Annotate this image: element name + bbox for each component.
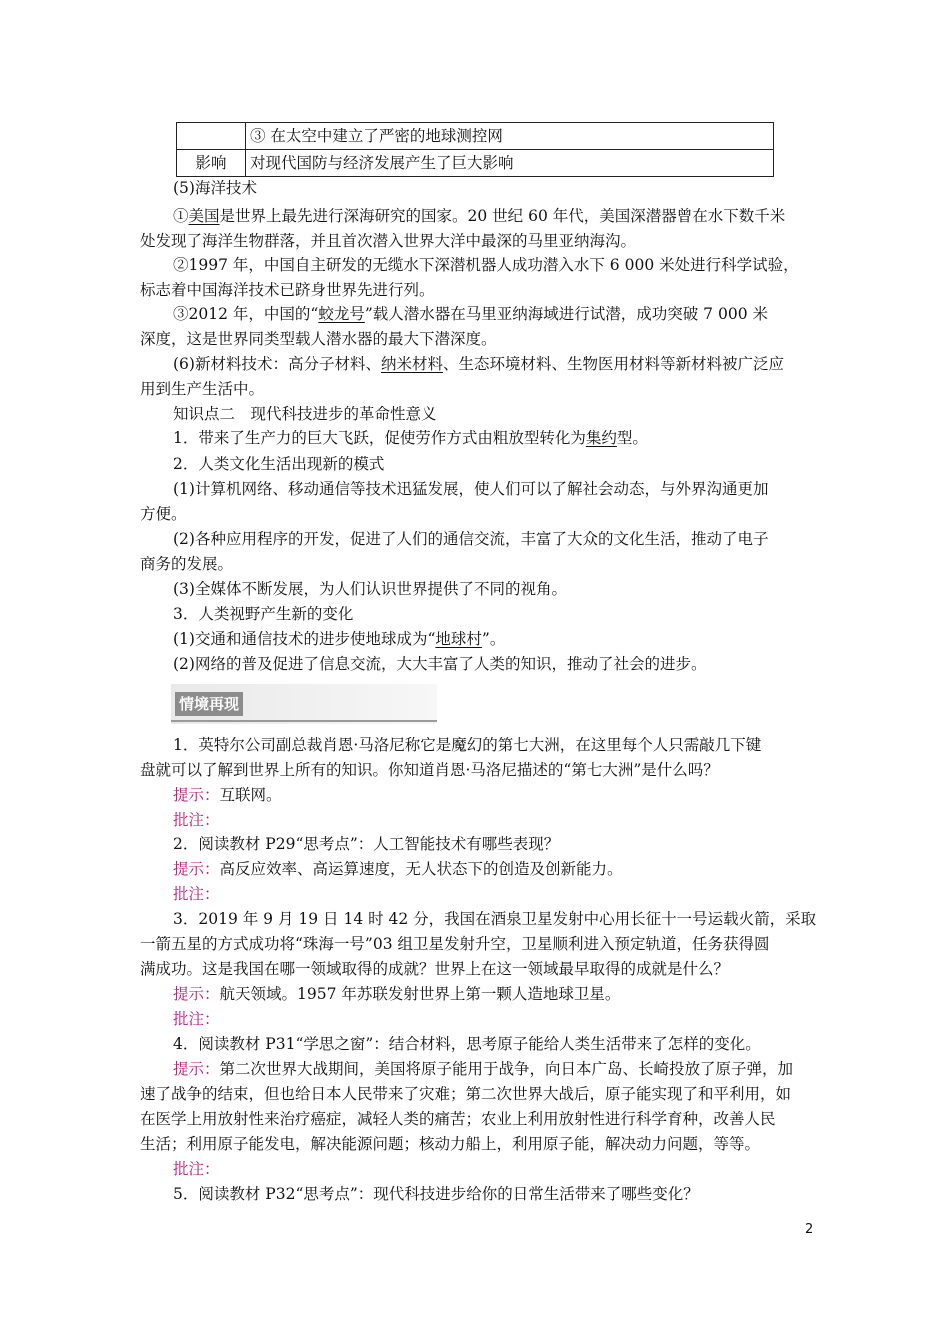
ocean-p2-line1: ②1997 年，中国自主研发的无缆水下深潜机器人成功潜入水下 6 000 米处进行科学试验，	[173, 256, 799, 274]
q3-line1: 3．2019 年 9 月 19 日 14 时 42 分，我国在酒泉卫星发射中心用长征十一号运载火箭，采取	[173, 910, 817, 928]
material-line2: 用到生产生活中。	[140, 380, 265, 398]
banner-label: 情境再现	[175, 692, 243, 716]
ocean-p1-line2: 处发现了海洋生物群落，并且首次潜入世界大洋中最深的马里亚纳海沟。	[140, 232, 637, 250]
q3-line2: 一箭五星的方式成功将“珠海一号”03 组卫星发射升空，卫星顺利进入预定轨道，任务获得圆	[140, 935, 770, 953]
hint-label: 提示：	[173, 985, 220, 1003]
q1-hint	[173, 783, 815, 808]
material-line1	[173, 352, 848, 377]
q3-hint	[173, 982, 815, 1007]
hint-label: 提示：	[173, 786, 220, 804]
q2-note-label: 批注：	[173, 885, 220, 903]
k2-item2: 2．人类文化生活出现新的模式	[173, 455, 385, 473]
text: 是世界上最先进行深海研究的国家。20 世纪 60 年代，美国深潜器曾在水下数千米	[219, 207, 786, 225]
k2-sub3: (3)全媒体不断发展，为人们认识世界提供了不同的视角。	[173, 580, 567, 598]
q4-hint-line1	[173, 1057, 848, 1082]
table-cell-text: 对现代国防与经济发展产生了巨大影响	[246, 150, 774, 177]
k2-sub1-line2: 方便。	[140, 505, 187, 523]
table-row	[177, 150, 774, 177]
k2-sub2-line2: 商务的发展。	[140, 555, 234, 573]
text: 型。	[616, 429, 648, 447]
q2-hint	[173, 857, 815, 882]
text: ”载人潜水器在马里亚纳海域进行试潜，成功突破 7 000 米	[364, 305, 768, 323]
q5-line1: 5．阅读教材 P32“思考点”：现代科技进步给你的日常生活带来了哪些变化？	[173, 1185, 699, 1203]
k2-sub1-line1: (1)计算机网络、移动通信等技术迅猛发展，使人们可以了解社会动态，与外界沟通更加	[173, 480, 769, 498]
k2-sub4	[173, 627, 815, 652]
ocean-p3-line2: 深度，这是世界同类型载人潜水器的最大下潜深度。	[140, 330, 497, 348]
q4-line1: 4．阅读教材 P31“学思之窗”：结合材料，思考原子能给人类生活带来了怎样的变化。	[173, 1035, 761, 1053]
term-nano: 纳米材料	[380, 355, 443, 373]
term-jiyue: 集约	[585, 429, 617, 447]
marker: ①	[173, 207, 189, 225]
q4-hint-line2: 速了战争的结束，但也给日本人民带来了灾难；第二次世界大战后，原子能实现了和平利用，如	[140, 1085, 792, 1103]
q1-note-label: 批注：	[173, 811, 220, 829]
q3-note-label: 批注：	[173, 1010, 220, 1028]
q4-note-label: 批注：	[173, 1160, 220, 1178]
ocean-heading: (5)海洋技术	[173, 179, 257, 197]
table-cell-label	[177, 123, 246, 150]
q3-line3: 满成功。这是我国在哪一领域取得的成就？世界上在这一领域最早取得的成就是什么？	[140, 960, 730, 978]
k2-sub5: (2)网络的普及促进了信息交流，大大丰富了人类的知识，推动了社会的进步。	[173, 655, 707, 673]
text: 、生态环境材料、生物医用材料等新材料被广泛应	[442, 355, 784, 373]
hint-text: 航天领域。1957 年苏联发射世界上第一颗人造地球卫星。	[219, 985, 621, 1003]
k2-item3: 3．人类视野产生新的变化	[173, 605, 354, 623]
term-usa: 美国	[188, 207, 220, 225]
text: (1)交通和通信技术的进步使地球成为“	[173, 630, 436, 648]
hint-label: 提示：	[173, 860, 220, 878]
ocean-p2-line2: 标志着中国海洋技术已跻身世界先进行列。	[140, 281, 435, 299]
q4-hint-line4: 生活；利用原子能发电，解决能源问题；核动力船上，利用原子能，解决动力问题，等等。	[140, 1135, 761, 1153]
hint-label: 提示：	[173, 1060, 220, 1078]
q1-line1: 1．英特尔公司副总裁肖恩·马洛尼称它是魔幻的第七大洲，在这里每个人只需敲几下键	[173, 736, 762, 754]
hint-text: 高反应效率、高运算速度，无人状态下的创造及创新能力。	[219, 860, 623, 878]
q2-line1: 2．阅读教材 P29“思考点”：人工智能技术有哪些表现？	[173, 835, 560, 853]
info-table	[176, 122, 774, 177]
page-number: 2	[805, 1222, 814, 1237]
table-cell-text: ③ 在太空中建立了严密的地球测控网	[246, 123, 774, 150]
hint-text: 第二次世界大战期间，美国将原子能用于战争，向日本广岛、长崎投放了原子弹，加	[219, 1060, 794, 1078]
section-banner	[171, 684, 437, 724]
q4-hint-line3: 在医学上用放射性来治疗癌症，减轻人类的痛苦；农业上利用放射性进行科学育种，改善人民	[140, 1110, 776, 1128]
k2-sub2-line1: (2)各种应用程序的开发，促进了人们的通信交流，丰富了大众的文化生活，推动了电子	[173, 530, 769, 548]
text: (6)新材料技术：高分子材料、	[173, 355, 381, 373]
term-global-village: 地球村	[435, 630, 482, 648]
q1-line2: 盘就可以了解到世界上所有的知识。你知道肖恩·马洛尼描述的“第七大洲”是什么吗？	[140, 761, 719, 779]
text: ③2012 年，中国的“	[173, 305, 319, 323]
ocean-p1-line1	[173, 204, 848, 229]
text: 1．带来了生产力的巨大飞跃，促使劳作方式由粗放型转化为	[173, 429, 586, 447]
hint-text: 互联网。	[219, 786, 282, 804]
term-jiaolong: 蛟龙号	[318, 305, 365, 323]
ocean-p3-line1	[173, 302, 848, 327]
section-title: 知识点二 现代科技进步的革命性意义	[173, 405, 437, 423]
text: ”。	[481, 630, 506, 648]
table-row	[177, 123, 774, 150]
k2-item1	[173, 426, 815, 451]
banner-divider	[171, 720, 437, 722]
table-cell-label: 影响	[177, 150, 246, 177]
